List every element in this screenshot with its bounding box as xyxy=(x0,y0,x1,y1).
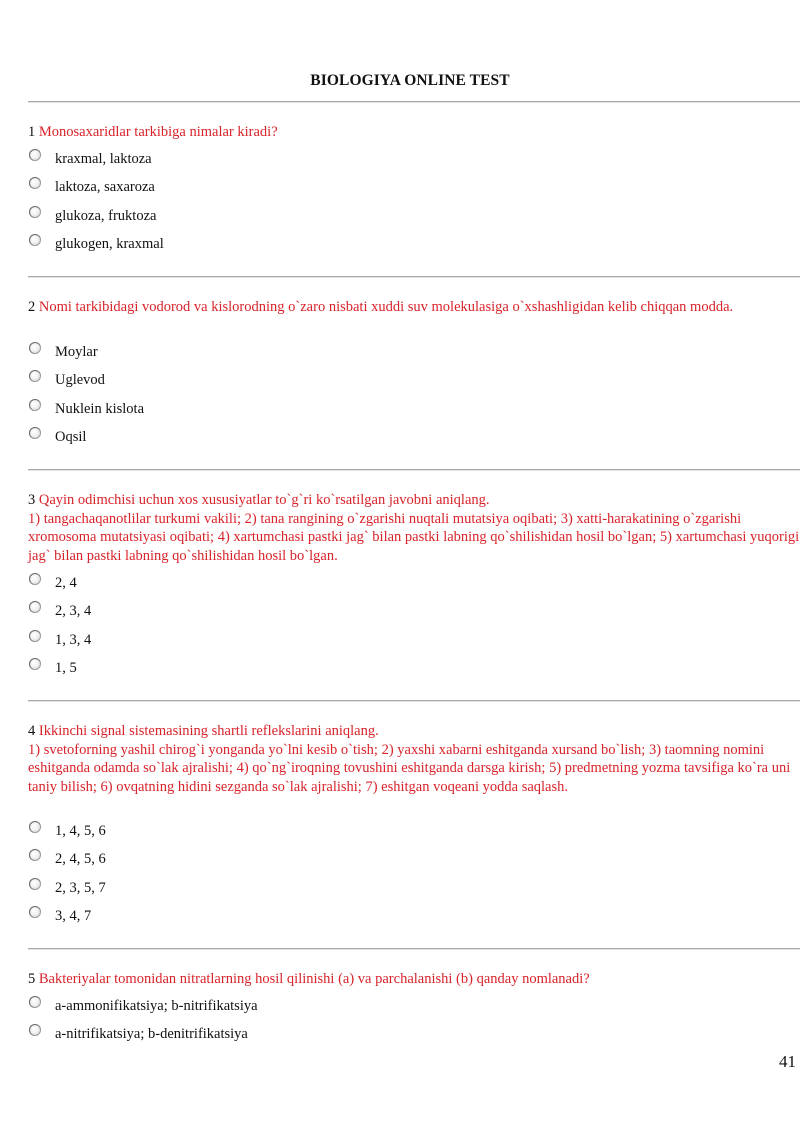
option-label: 2, 4 xyxy=(55,575,77,591)
radio-button[interactable] xyxy=(29,399,41,411)
radio-button[interactable] xyxy=(29,658,41,670)
radio-button[interactable] xyxy=(29,821,41,833)
question-2 xyxy=(28,298,800,317)
radio-button[interactable] xyxy=(29,342,41,354)
option[interactable] xyxy=(28,233,428,261)
option[interactable] xyxy=(28,572,428,600)
option[interactable] xyxy=(28,848,428,876)
question-number: 4 xyxy=(28,723,36,739)
radio-button[interactable] xyxy=(29,234,41,246)
question-text: Bakteriyalar tomonidan nitratlarning hosil qilinishi (a) va parchalanishi (b) qanday nomlanadi? xyxy=(38,971,590,987)
question-text: Monosaxaridlar tarkibiga nimalar kiradi? xyxy=(38,124,278,140)
question-number: 5 xyxy=(28,971,36,987)
radio-button[interactable] xyxy=(29,573,41,585)
option[interactable] xyxy=(28,341,428,369)
option-label: 1, 5 xyxy=(55,659,77,676)
option[interactable] xyxy=(28,426,428,454)
option[interactable] xyxy=(28,905,428,933)
question-text: Nomi tarkibidagi vodorod va kislorodning o`zaro nisbati xuddi suv molekulasiga o`xshashligidan kelib chiqqan modda. xyxy=(38,299,734,315)
option-label: 3, 4, 7 xyxy=(55,907,92,924)
radio-button[interactable] xyxy=(29,601,41,613)
option-label: a-nitrifikatsiya; b-denitrifikatsiya xyxy=(55,1026,248,1043)
option[interactable] xyxy=(28,995,428,1023)
option-label: a-ammonifikatsiya; b-nitrifikatsiya xyxy=(55,998,258,1014)
radio-button[interactable] xyxy=(29,206,41,218)
option[interactable] xyxy=(28,877,428,905)
page-title: BIOLOGIYA ONLINE TEST xyxy=(310,72,510,89)
option[interactable] xyxy=(28,369,428,397)
divider xyxy=(28,276,800,278)
option[interactable] xyxy=(28,657,428,685)
radio-button[interactable] xyxy=(29,849,41,861)
radio-button[interactable] xyxy=(29,878,41,890)
divider xyxy=(28,469,800,471)
question-number: 1 xyxy=(28,124,36,140)
radio-button[interactable] xyxy=(29,630,41,642)
radio-button[interactable] xyxy=(29,1024,41,1036)
options-q3 xyxy=(28,572,428,685)
radio-button[interactable] xyxy=(29,996,41,1008)
option[interactable] xyxy=(28,600,428,628)
question-details: 1) svetoforning yashil chirog`i yonganda yo`lni kesib o`tish; 2) yaxshi xabarni eshitganda xursand bo`lish; 3) taomning nomini eshitganda odamda so`lak ajralishi; 4) qo`ng`iroqning tovushini eshitganda darsga kirish; 5) predmetning yozma tavsifiga ko`ra uni taniy bilish; 6) ovqatning hidini sezganda so`lak ajralishi; 7) eshitgan voqeani yodda saqlash. xyxy=(28,741,791,795)
question-details: 1) tangachaqanotlilar turkumi vakili; 2) tana rangining o`zgarishi nuqtali mutatsiya oqibati; 3) xatti-harakatining o`zgarishi xromosoma mutatsiyasi oqibati; 4) xartumchasi pastki jag` bilan pastki labning qo`shilishidan hosil bo`lgan; 5) xartumchasi yuqorigi jag` bilan pastki labning qo`shilishidan hosil bo`lgan. xyxy=(28,510,800,564)
page-number: 41 xyxy=(779,1052,796,1071)
divider xyxy=(28,948,800,950)
question-1 xyxy=(28,123,800,142)
option[interactable] xyxy=(28,148,428,176)
radio-button[interactable] xyxy=(29,427,41,439)
option[interactable] xyxy=(28,1023,428,1051)
radio-button[interactable] xyxy=(29,370,41,382)
option[interactable] xyxy=(28,629,428,657)
option-label: glukoza, fruktoza xyxy=(55,207,157,224)
radio-button[interactable] xyxy=(29,177,41,189)
option[interactable] xyxy=(28,398,428,426)
question-number: 3 xyxy=(28,492,36,508)
option-label: glukogen, kraxmal xyxy=(55,235,164,252)
question-text: Ikkinchi signal sistemasining shartli reflekslarini aniqlang. xyxy=(38,723,379,739)
option-label: kraxmal, laktoza xyxy=(55,151,152,167)
options-q2 xyxy=(28,341,428,454)
question-4 xyxy=(28,722,800,796)
question-number: 2 xyxy=(28,299,36,315)
option-label: 1, 3, 4 xyxy=(55,631,92,648)
options-q4 xyxy=(28,820,428,933)
option-label: 1, 4, 5, 6 xyxy=(55,823,106,839)
question-text: Qayin odimchisi uchun xos xususiyatlar to`g`ri ko`rsatilgan javobni aniqlang. xyxy=(38,492,490,508)
question-5 xyxy=(28,970,800,989)
radio-button[interactable] xyxy=(29,906,41,918)
option-label: laktoza, saxaroza xyxy=(55,179,155,196)
question-3 xyxy=(28,491,800,565)
option-label: Oqsil xyxy=(55,428,87,445)
option-label: 2, 4, 5, 6 xyxy=(55,851,106,868)
radio-button[interactable] xyxy=(29,149,41,161)
option-label: 2, 3, 5, 7 xyxy=(55,879,106,896)
option-label: 2, 3, 4 xyxy=(55,603,92,620)
option-label: Nuklein kislota xyxy=(55,400,145,417)
option-label: Moylar xyxy=(55,344,98,360)
option[interactable] xyxy=(28,820,428,848)
divider xyxy=(28,101,800,103)
options-q1 xyxy=(28,148,428,261)
divider xyxy=(28,700,800,702)
option[interactable] xyxy=(28,205,428,233)
option-label: Uglevod xyxy=(55,372,105,389)
option[interactable] xyxy=(28,176,428,204)
options-q5 xyxy=(28,995,428,1052)
